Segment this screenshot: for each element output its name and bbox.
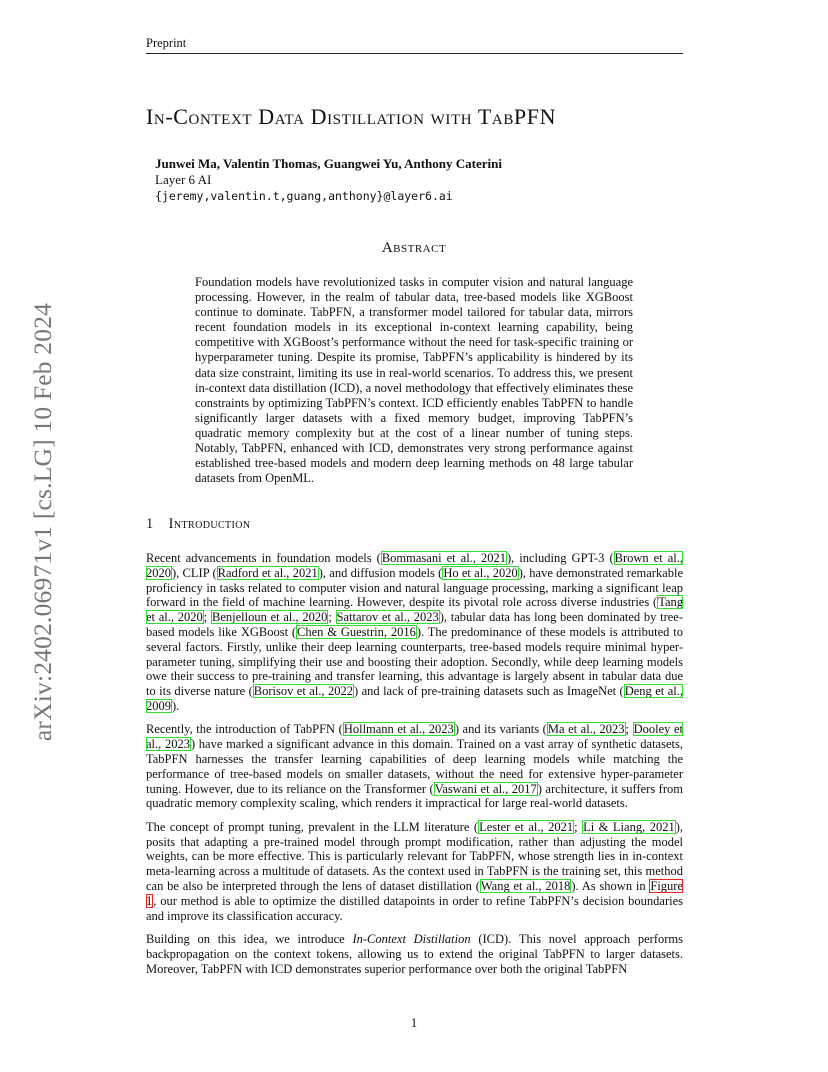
- text-run: ) architecture, it suffers from quadratic memory complexity scaling, which renders it impractical for large real-world datasets.: [146, 781, 683, 811]
- arxiv-stamp-container: [23, 288, 63, 756]
- header-rule: [146, 53, 683, 54]
- text-run: ;: [574, 819, 583, 834]
- arxiv-stamp: arXiv:2402.06971v1 [cs.LG] 10 Feb 2024: [28, 302, 57, 742]
- citation-link[interactable]: Ho et al., 2020: [443, 565, 518, 580]
- page-number: 1: [410, 1016, 418, 1030]
- running-header: Preprint: [146, 36, 187, 50]
- text-run: ;: [328, 610, 336, 625]
- text-run: ) have marked a significant advance in this domain. Trained on a vast array of synthetic datasets, TabPFN harnesses the transfer learning capabilities of deep learning models while matching the performance of tree-based models on smaller datasets, without the need for extensive hyper-parameter tuning. However, due to its reliance on the Transformer (: [146, 737, 683, 796]
- text-run: ) and lack of pre-training datasets such as ImageNet (: [353, 684, 624, 699]
- citation-link[interactable]: Dooley et al., 2023: [146, 722, 683, 752]
- text-run: ), and diffusion models (: [318, 565, 443, 580]
- text-run: ;: [203, 610, 211, 625]
- text-run: Recently, the introduction of TabPFN (: [146, 722, 343, 737]
- section-heading: [146, 516, 251, 533]
- text-run: ). The predominance of these models is attributed to several factors. Firstly, unlike their deep learning counterparts, tree-based models require minimal hyper-parameter tuning, simplifying their use and boosting their adoption. Secondly, while deep learning models owe their success to pre-training and transfer learning, this advantage is largely absent in tabular data due to its diverse nature (: [146, 624, 683, 699]
- citation-link[interactable]: Vaswani et al., 2017: [434, 781, 537, 796]
- citation-link[interactable]: Brown et al., 2020: [146, 551, 684, 580]
- citation-link[interactable]: Hollmann et al., 2023: [343, 722, 454, 737]
- citation-link[interactable]: Deng et al., 2009: [146, 684, 683, 713]
- citation-link[interactable]: Wang et al., 2018: [480, 878, 571, 893]
- text-run: ), have demonstrated remarkable proficiency in tasks related to computer vision and natural language processing, marking a significant leap forward in the field of machine learning. However, despite its pivotal role across diverse industries (: [146, 565, 683, 610]
- paper-title: In-Context Data Distillation with TabPFN: [146, 104, 557, 129]
- text-run: Recent advancements in foundation models (: [146, 551, 381, 565]
- abstract-heading: Abstract: [381, 240, 447, 256]
- author-block: [155, 156, 502, 204]
- text-run: ), posits that adapting a pre-trained model through prompt modification, rather than adjusting the model weights, can be more effective. This is particularly relevant for TabPFN, whose strength lies in in-context meta-learning across a multitude of datasets. As the context used in TabPFN is the training set, this method can be also be interpreted through the lens of dataset distillation (: [146, 819, 683, 893]
- citation-link[interactable]: Radford et al., 2021: [217, 565, 318, 580]
- citation-link[interactable]: Li & Liang, 2021: [583, 819, 675, 834]
- text-run: Building on this idea, we introduce: [146, 931, 353, 946]
- paragraph-1: [146, 551, 683, 714]
- figure-link[interactable]: Figure 1: [146, 878, 684, 908]
- text-run: ), including GPT-3 (: [506, 551, 614, 565]
- author-affiliation: Layer 6 AI: [155, 172, 212, 187]
- abstract-text: Foundation models have revolutionized tasks in computer vision and natural language processing. However, in the realm of tabular data, tree-based models like XGBoost continue to dominate. TabPFN, a transformer model tailored for tabular data, mirrors recent foundation models in its exceptional in-context learning capability, being competitive with XGBoost’s performance without the need for task-specific training or hyperparameter tuning. Despite its promise, TabPFN’s applicability is hindered by its data size constraint, limiting its use in real-world scenarios. To address this, we present in-context data distillation (ICD), a novel methodology that effectively eliminates these constraints by optimizing TabPFN’s context. ICD efficiently enables TabPFN to handle significantly larger datasets with a fixed memory budget, improving TabPFN’s quadratic memory complexity but at the cost of a linear number of tuning steps. Notably, TabPFN, enhanced with ICD, demonstrates very strong performance against established tree-based models and modern deep learning methods on 48 large tabular datasets from OpenML.: [195, 275, 633, 486]
- citation-link[interactable]: Ma et al., 2023: [547, 722, 625, 737]
- citation-link[interactable]: Chen & Guestrin, 2016: [297, 624, 416, 639]
- body-text: [146, 551, 683, 985]
- text-run: , our method is able to optimize the distilled datapoints in order to refine TabPFN’s decision boundaries and improve its classification accuracy.: [146, 893, 683, 923]
- paragraph-2: [146, 722, 683, 811]
- paragraph-3: [146, 820, 683, 924]
- citation-link[interactable]: Borisov et al., 2022: [253, 684, 353, 699]
- author-names: Junwei Ma, Valentin Thomas, Guangwei Yu, Anthony Caterini: [155, 156, 502, 171]
- text-run: ;: [625, 722, 633, 737]
- text-run: ).: [172, 698, 180, 713]
- citation-link[interactable]: Sattarov et al., 2023: [336, 610, 439, 625]
- citation-link[interactable]: Lester et al., 2021: [479, 819, 574, 834]
- citation-link[interactable]: Tang et al., 2020: [146, 595, 683, 625]
- emphasis-term: In-Context Distillation: [352, 931, 471, 946]
- text-run: The concept of prompt tuning, prevalent in the LLM literature (: [146, 819, 479, 834]
- section-number: 1: [146, 516, 154, 532]
- text-run: ) and its variants (: [454, 722, 547, 737]
- text-run: ), tabular data has long been dominated by tree-based models like XGBoost (: [146, 610, 684, 639]
- text-run: ), CLIP (: [172, 565, 217, 580]
- paragraph-4: [146, 932, 683, 976]
- section-title: Introduction: [168, 516, 251, 532]
- text-run: (ICD). This novel approach performs backpropagation on the context tokens, allowing us to extend the original TabPFN to larger datasets. Moreover, TabPFN with ICD demonstrates superior performance over both the original TabPFN: [146, 931, 683, 976]
- author-emails: {jeremy,valentin.t,guang,anthony}@layer6.ai: [155, 189, 453, 203]
- citation-link[interactable]: Bommasani et al., 2021: [381, 551, 506, 565]
- citation-link[interactable]: Benjelloun et al., 2020: [211, 610, 328, 625]
- text-run: ). As shown in: [571, 878, 650, 893]
